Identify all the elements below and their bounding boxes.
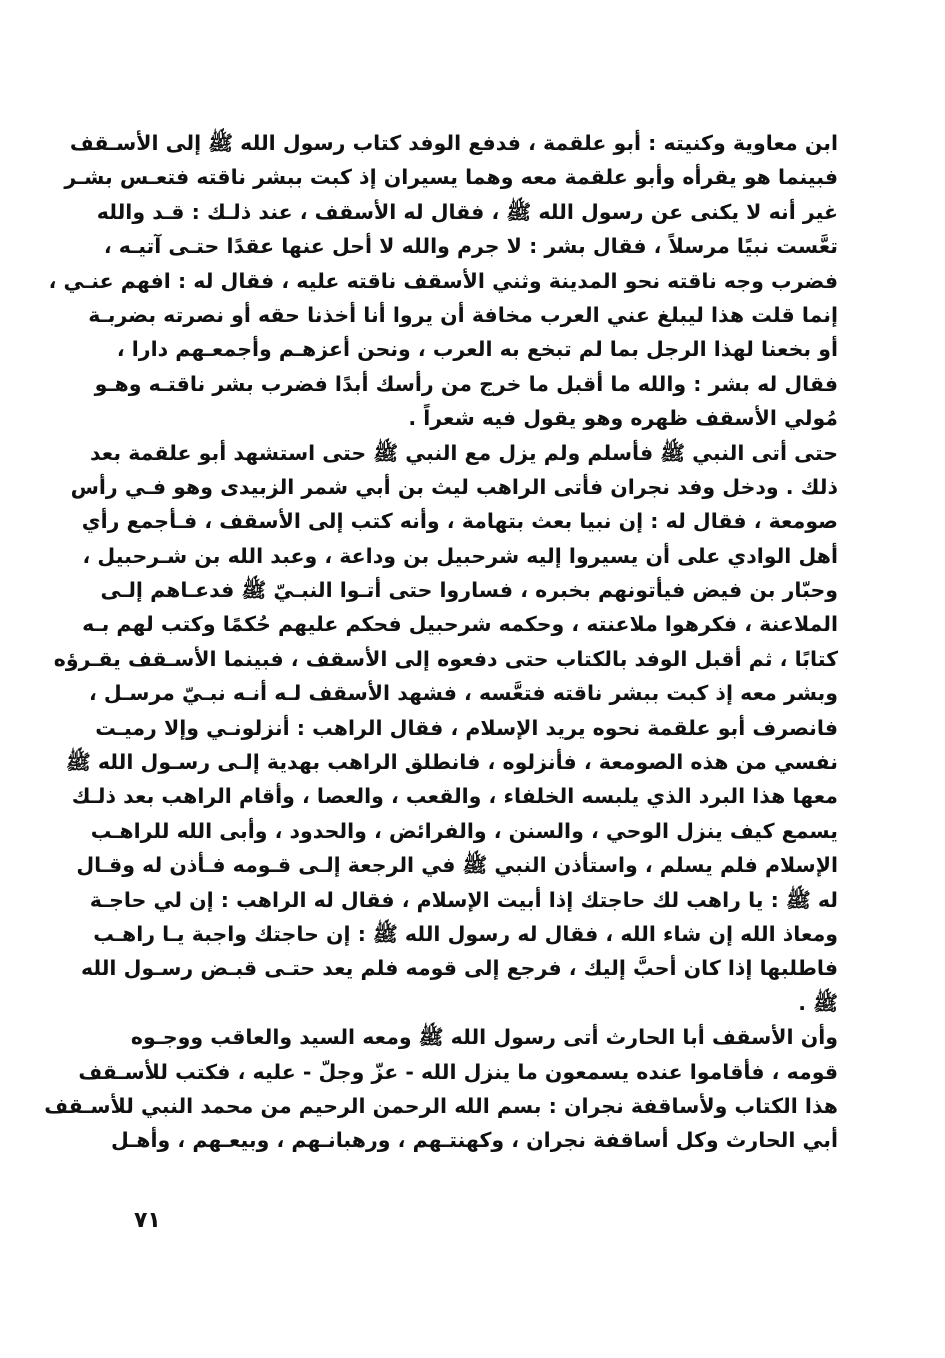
text-line: الإسلام فلم يسلم ، واستأذن النبي ﷺ في الرجعة إلـى قـومه فـأذن له وقـال: [76, 853, 838, 878]
text-line: فاطلبها إذا كان أحبَّ إليك ، فرجع إلى قومه فلم يعد حتـى قبـض رسـول الله: [80, 956, 838, 981]
text-line: فضرب وجه ناقته نحو المدينة وثني الأسقف ناقته عليه ، فقال له : افهم عنـي ،: [48, 268, 838, 293]
text-line: صومعة ، فقال له : إن نبيا بعث بتهامة ، وأنه كتب إلى الأسقف ، فـأجمع رأي: [81, 509, 838, 534]
text-line: وحبّار بن فيض فيأتونهم بخبره ، فساروا حتى أتـوا النبـيّ ﷺ فدعـاهم إلـى: [100, 578, 838, 603]
text-line: فانصرف أبو علقمة نحوه يريد الإسلام ، فقال الراهب : أنزلونـي وإلا رميـت: [95, 715, 838, 740]
text-line: مُولي الأسقف ظهره وهو يقول فيه شعراً .: [408, 406, 838, 431]
text-line: معها هذا البرد الذي يلبسه الخلفاء ، والقعب ، والعصا ، وأقام الراهب بعد ذلـك: [71, 784, 838, 809]
text-line: كتابًا ، ثم أقبل الوفد بالكتاب حتى دفعوه إلى الأسقف ، فبينما الأسـقف يقـرؤه: [53, 646, 838, 671]
text-line: هذا الكتاب ولأساقفة نجران : بسم الله الرحمن الرحيم من محمد النبي للأسـقف: [44, 1093, 838, 1118]
text-line: وبشر معه إذ كبت ببشر ناقته فتعَّسه ، فشهد الأسقف لـه أنـه نبـيّ مرسـل ،: [88, 681, 838, 706]
text-line: وأن الأسقف أبا الحارث أتى رسول الله ﷺ ومعه السيد والعاقب ووجـوه: [130, 1025, 838, 1050]
text-line: أهل الوادي على أن يسيروا إليه شرحبيل بن وداعة ، وعبد الله بن شـرحبيل ،: [82, 543, 838, 568]
text-line: تعَّست نبيًا مرسلاً ، فقال بشر : لا جرم والله لا أحل عنها عقدًا حتـى آتيـه ،: [103, 234, 838, 259]
text-line: الملاعنة ، فكرهوا ملاعنته ، وحكمه شرحبيل فحكم عليهم حُكمًا وكتب لهم بـه: [82, 612, 838, 637]
text-line: فقال له بشر : والله ما أقبل ما خرج من رأسك أبدًا فضرب بشر ناقتـه وهـو: [94, 371, 838, 396]
text-line: أبي الحارث وكل أساقفة نجران ، وكهنتـهم ، ورهبانـهم ، وبيعـهم ، وأهـل: [110, 1128, 838, 1153]
text-line: إنما قلت هذا ليبلغ عني العرب مخافة أن يروا أنا أخذنا حقه أو نصرته بضربـة: [88, 302, 838, 327]
text-line: ابن معاوية وكنيته : أبو علقمة ، فدفع الوفد كتاب رسول الله ﷺ إلى الأسـقف: [69, 131, 838, 155]
body-text: [44, 126, 838, 1158]
text-line: قومه ، فأقاموا عنده يسمعون ما ينزل الله - عزّ وجلّ - عليه ، فكتب للأسـقف: [78, 1059, 838, 1084]
text-line: ومعاذ الله إن شاء الله ، فقال له رسول الله ﷺ : إن حاجتك واجبة يـا راهـب: [93, 921, 838, 946]
text-line: ﷺ .: [798, 990, 838, 1015]
text-line: نفسي من هذه الصومعة ، فأنزلوه ، فانطلق الراهب بهدية إلـى رسـول الله ﷺ: [65, 750, 838, 775]
text-line: يسمع كيف ينزل الوحي ، والسنن ، والفرائض ، والحدود ، وأبى الله للراهـب: [90, 818, 838, 843]
page-number: ٧١: [134, 1208, 161, 1233]
text-line: حتى أتى النبي ﷺ فأسلم ولم يزل مع النبي ﷺ حتى استشهد أبو علقمة بعد: [89, 440, 838, 465]
text-line: غير أنه لا يكنى عن رسول الله ﷺ ، فقال له الأسقف ، عند ذلـك : قـد والله: [96, 199, 838, 224]
text-line: له ﷺ : يا راهب لك حاجتك إذا أبيت الإسلام ، فقال له الراهب : إن لي حاجـة: [89, 887, 838, 912]
text-line: ذلك . ودخل وفد نجران فأتى الراهب ليث بن أبي شمر الزبيدى وهو فـي رأس: [70, 474, 838, 499]
text-line: فبينما هو يقرأه وأبو علقمة معه وهما يسيران إذ كبت ببشر ناقته فتعـس بشـر: [64, 165, 838, 190]
text-line: أو بخعنا لهذا الرجل بما لم تبخع به العرب ، ونحن أعزهـم وأجمعـهم دارا ،: [116, 337, 838, 362]
